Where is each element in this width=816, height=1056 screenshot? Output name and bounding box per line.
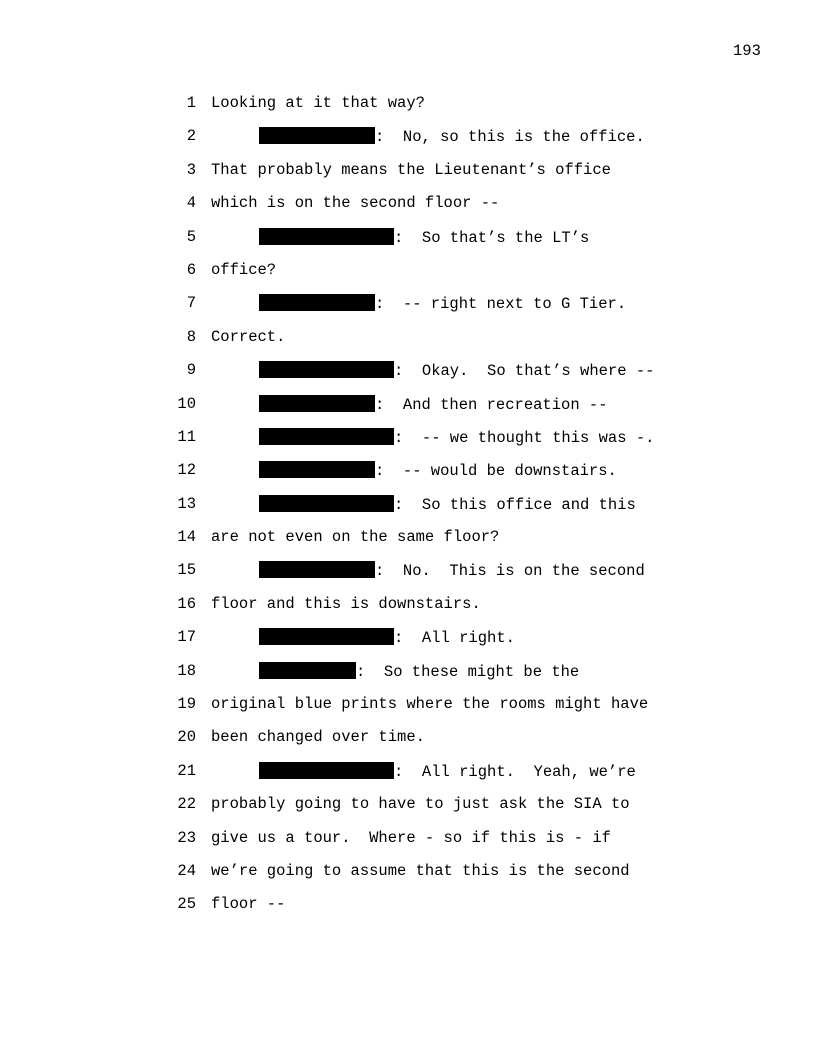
transcript-line [0,119,816,152]
speaker-line [259,228,589,247]
line-text: : So that’s the LT’s [394,228,590,247]
line-text: floor -- [211,895,286,914]
line-number: 17 [177,628,196,647]
speaker-line [259,127,645,146]
line-text: Correct. [211,327,286,346]
redacted-speaker-name [259,228,394,245]
speaker-line [259,561,645,580]
redacted-speaker-name [259,294,375,311]
line-number: 7 [186,294,196,313]
transcript-line [0,654,816,687]
line-text: give us a tour. Where - so if this is - if [211,828,611,847]
speaker-line [259,361,654,380]
redacted-speaker-name [259,127,375,144]
redacted-speaker-name [259,461,375,478]
line-number: 19 [177,695,196,714]
transcript-line [0,153,816,186]
transcript-line [0,420,816,453]
redacted-speaker-name [259,361,394,378]
line-text: original blue prints where the rooms might have [211,695,649,714]
line-text: office? [211,260,277,279]
speaker-line [259,495,636,514]
line-text: been changed over time. [211,728,425,747]
transcript-line [0,186,816,219]
transcript-body [0,86,816,921]
speaker-line [259,428,654,447]
transcript-line [0,353,816,386]
transcript-line [0,620,816,653]
line-number: 12 [177,461,196,480]
transcript-line [0,520,816,553]
line-text: : -- right next to G Tier. [375,295,627,314]
line-text: : Okay. So that’s where -- [394,362,655,381]
transcript-line [0,553,816,586]
speaker-line [259,395,608,414]
line-number: 20 [177,728,196,747]
line-text: are not even on the same floor? [211,528,500,547]
line-text: That probably means the Lieutenant’s office [211,160,611,179]
speaker-line [259,628,515,647]
line-number: 2 [186,127,196,146]
redacted-speaker-name [259,428,394,445]
line-text: : All right. [394,629,515,648]
transcript-line [0,887,816,920]
line-number: 25 [177,895,196,914]
transcript-line [0,720,816,753]
line-number: 14 [177,528,196,547]
transcript-line [0,286,816,319]
redacted-speaker-name [259,495,394,512]
transcript-line [0,487,816,520]
line-number: 15 [177,561,196,580]
redacted-speaker-name [259,662,356,679]
line-number: 18 [177,661,196,680]
line-number: 3 [186,160,196,179]
line-text: Looking at it that way? [211,94,425,112]
redacted-speaker-name [259,628,394,645]
line-number: 23 [177,828,196,847]
line-number: 9 [186,361,196,380]
line-number: 21 [177,761,196,780]
transcript-line [0,320,816,353]
line-text: : -- would be downstairs. [375,462,617,481]
transcript-line [0,687,816,720]
line-text: we’re going to assume that this is the second [211,861,630,880]
line-number: 6 [186,260,196,279]
transcript-line [0,253,816,286]
speaker-line [259,461,617,480]
transcript-line [0,821,816,854]
line-text: : So this office and this [394,495,636,514]
speaker-line [259,294,626,313]
redacted-speaker-name [259,762,394,779]
line-text: : No. This is on the second [375,562,645,581]
redacted-speaker-name [259,561,375,578]
line-text: floor and this is downstairs. [211,594,481,613]
transcript-line [0,587,816,620]
speaker-line [259,762,636,781]
line-number: 8 [186,327,196,346]
transcript-line [0,453,816,486]
line-number: 4 [186,194,196,213]
page-number: 193 [733,42,761,60]
line-number: 1 [186,94,196,112]
line-number: 5 [186,227,196,246]
line-text: : And then recreation -- [375,395,608,414]
line-number: 22 [177,795,196,814]
transcript-line [0,754,816,787]
line-text: : -- we thought this was -. [394,428,655,447]
line-text: probably going to have to just ask the SIA to [211,795,630,814]
transcript-line [0,220,816,253]
line-text: : All right. Yeah, we’re [394,762,636,781]
line-text: which is on the second floor -- [211,194,500,213]
line-number: 10 [177,394,196,413]
line-number: 13 [177,494,196,513]
speaker-line [259,662,579,681]
line-text: : No, so this is the office. [375,128,645,147]
transcript-line [0,387,816,420]
transcript-line [0,787,816,820]
line-number: 24 [177,861,196,880]
line-text: : So these might be the [356,662,580,681]
redacted-speaker-name [259,395,375,412]
transcript-line [0,86,816,119]
line-number: 16 [177,594,196,613]
line-number: 11 [177,427,196,446]
transcript-line [0,854,816,887]
